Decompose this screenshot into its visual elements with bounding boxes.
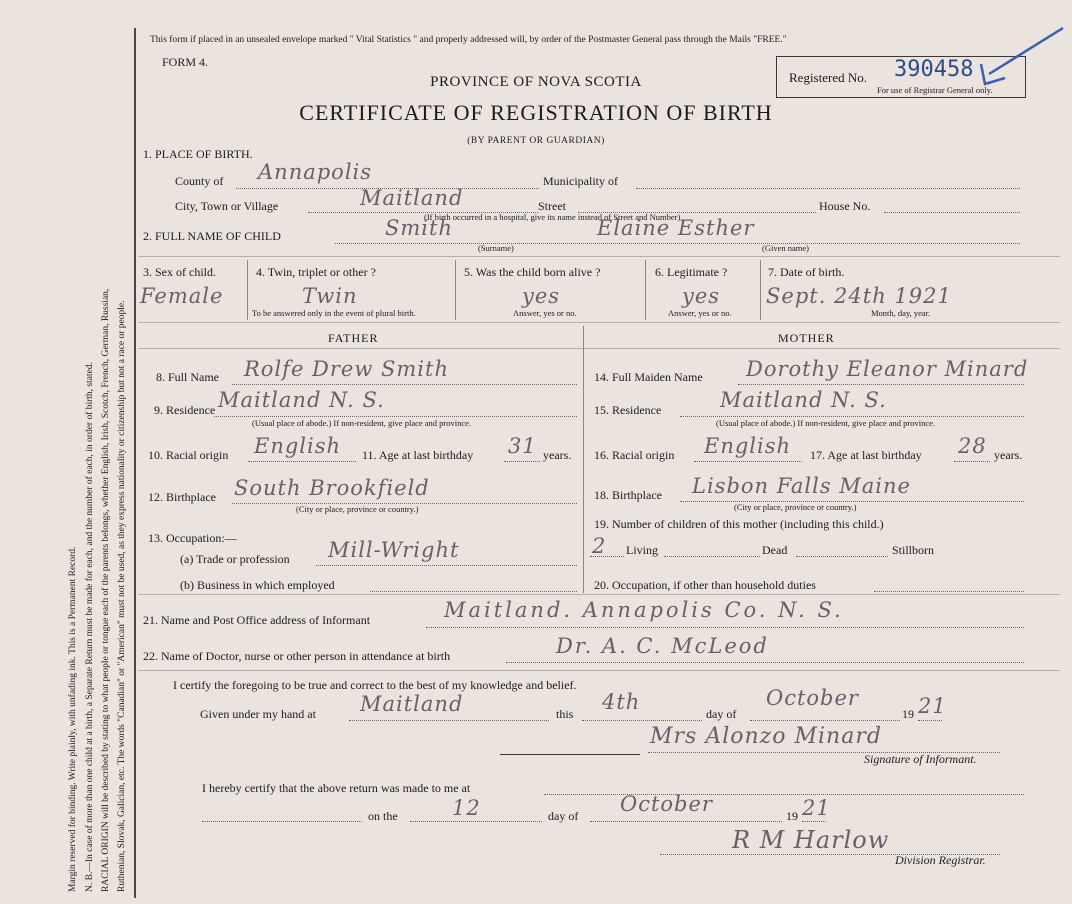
registrar-signature-label: Division Registrar. [895,853,986,867]
certify-statement: I certify the foregoing to be true and correct to the best of my knowledge and belief. [173,678,577,692]
row-rule [138,256,1060,257]
mother-years-label: years. [994,448,1023,462]
father-age-label: 11. Age at last birthday [362,448,474,462]
registrar-statement: I hereby certify that the above return was made to me at [202,781,471,795]
county-value: Annapolis [258,160,373,184]
living-label: Living [626,543,658,557]
birth-date-value: Sept. 24th 1921 [766,284,952,308]
stillborn-label: Stillborn [892,543,935,557]
dead-line [664,556,760,557]
informant-value: Maitland. Annapolis Co. N. S. [444,598,844,622]
mother-name-value: Dorothy Eleanor Minard [746,357,1029,381]
legitimate-value: yes [682,284,721,308]
mother-residence-note: (Usual place of abode.) If non-resident, give place and province. [716,418,936,428]
this-label: this [556,707,574,721]
twin-label: 4. Twin, triplet or other ? [256,265,376,279]
year-prefix: 19 [902,707,914,721]
mailing-notice: This form if placed in an unsealed envelope marked " Vital Statistics " and properly addressed will, by order of the Postmaster General pass through the Mails "FREE." [150,35,787,45]
father-birthplace-label: 12. Birthplace [148,490,216,504]
father-residence-line [214,416,577,417]
certify-year-value: 21 [918,694,947,718]
child-given-name: Elaine Esther [597,216,755,240]
mother-birthplace-label: 18. Birthplace [594,488,662,502]
mother-age-line [954,461,990,462]
stillborn-line [796,556,888,557]
city-label: City, Town or Village [175,199,279,213]
alive-value: yes [522,284,561,308]
registrar-day-of-label: day of [548,809,579,823]
registrar-year-prefix: 19 [786,809,798,823]
mother-birthplace-value: Lisbon Falls Maine [692,474,911,498]
living-count-value: 2 [592,534,607,558]
registrar-year-value: 21 [802,796,831,820]
margin-note-racial-origin: RACIAL ORIGIN will be described by stating to what people or tongue each of the parents belongs, whether English, Irish, Scotch, French, German, Russian, [101,288,111,892]
given-place-value: Maitland [360,692,464,716]
sex-value: Female [140,284,224,308]
twin-note: To be answered only in the event of plural birth. [252,308,416,318]
checkmark-icon [975,26,1065,90]
father-heading: FATHER [328,331,379,345]
certificate-title: CERTIFICATE OF REGISTRATION OF BIRTH [299,100,773,125]
house-label: House No. [819,199,871,213]
father-trade-value: Mill-Wright [328,538,460,562]
informant-signature: Mrs Alonzo Minard [650,724,882,749]
registration-note: For use of Registrar General only. [877,85,993,95]
divider [645,260,646,320]
doctor-label: 22. Name of Doctor, nurse or other person in attendance at birth [143,649,451,663]
birth-date-note: Month, day, year. [871,308,931,318]
father-trade-line [316,565,577,566]
surname-note: (Surname) [478,243,514,253]
on-the-label: on the [368,809,398,823]
father-birthplace-value: South Brookfield [234,476,430,500]
registration-label: Registered No. [789,70,867,85]
witness-line [500,754,640,755]
mother-residence-label: 15. Residence [594,403,662,417]
mother-age-label: 17. Age at last birthday [810,448,922,462]
father-race-value: English [254,434,342,458]
father-birthplace-note: (City or place, province or country.) [296,504,419,514]
father-trade-label: (a) Trade or profession [180,552,290,566]
municipality-line [636,188,1020,189]
row-rule [138,322,1060,323]
doctor-value: Dr. A. C. McLeod [556,634,769,658]
mother-occupation-label: 20. Occupation, if other than household duties [594,578,816,592]
father-age-line [504,461,540,462]
margin-note-multiple-births: N. B.—In case of more than one child at a birth, a Separate Return must be made for each, and the number of each, in order of birth, stated. [85,362,95,892]
informant-line [426,627,1024,628]
mother-residence-value: Maitland N. S. [720,388,887,412]
mother-race-label: 16. Racial origin [594,448,675,462]
legitimate-label: 6. Legitimate ? [655,265,728,279]
father-name-line [232,384,577,385]
alive-label: 5. Was the child born alive ? [464,265,601,279]
certify-day-value: 4th [602,690,641,714]
father-business-label: (b) Business in which employed [180,578,335,592]
father-age-value: 31 [508,434,537,458]
father-race-line [248,461,356,462]
twin-value: Twin [302,284,358,308]
given-place-line [349,720,549,721]
legitimate-note: Answer, yes or no. [668,308,732,318]
hospital-note: (If birth occurred in a hospital, give its name instead of Street and Number) [424,212,681,222]
father-race-label: 10. Racial origin [148,448,229,462]
registrar-place-line-2 [202,821,362,822]
father-name-label: 8. Full Name [156,370,219,384]
county-label: County of [175,174,224,188]
registrar-day-value: 12 [452,796,481,820]
dead-label: Dead [762,543,788,557]
mother-occupation-line [874,591,1024,592]
registrar-month-line [590,821,782,822]
alive-note: Answer, yes or no. [513,308,577,318]
certificate-subtitle: (BY PARENT OR GUARDIAN) [467,136,605,146]
father-residence-value: Maitland N. S. [218,388,385,412]
father-business-line [370,591,577,592]
father-occupation-label: 13. Occupation:— [148,531,237,545]
mother-race-value: English [704,434,792,458]
place-heading: 1. PLACE OF BIRTH. [143,147,253,161]
father-residence-note: (Usual place of abode.) If non-resident, give place and province. [252,418,472,428]
doctor-line [506,662,1024,663]
divider [760,260,761,320]
row-rule [138,594,1060,595]
day-of-label: day of [706,707,737,721]
mother-name-line [738,384,1024,385]
registrar-month-value: October [620,792,713,816]
mother-residence-line [680,416,1024,417]
living-line [590,556,624,557]
day-line [582,720,702,721]
given-under-label: Given under my hand at [200,707,316,721]
sex-label: 3. Sex of child. [143,265,216,279]
father-name-value: Rolfe Drew Smith [244,357,449,381]
registrar-signature: R M Harlow [732,826,890,854]
house-line [884,212,1020,213]
street-label: Street [538,199,566,213]
registration-number: 390458 [894,57,974,82]
father-residence-label: 9. Residence [154,403,216,417]
registrar-place-line [544,794,1024,795]
given-name-note: (Given name) [762,243,809,253]
child-name-label: 2. FULL NAME OF CHILD [143,229,281,243]
divider [247,260,248,320]
birth-date-label: 7. Date of birth. [768,265,845,279]
informant-label: 21. Name and Post Office address of Informant [143,613,371,627]
divider [455,260,456,320]
municipality-label: Municipality of [543,174,618,188]
city-value: Maitland [360,186,464,210]
certify-month-value: October [766,686,859,710]
margin-note-nationality: Ruthenian, Slovak, Galician, etc. The words "Canadian" or "American" must not be used, as they express nationality or citizenship but not a race or people. [117,300,127,892]
margin-note-binding: Margin reserved for binding. Write plainly, with unfading ink. This is a Permanent Record. [68,546,78,892]
province-heading: PROVINCE OF NOVA SCOTIA [430,74,642,90]
children-count-label: 19. Number of children of this mother (including this child.) [594,517,884,531]
row-rule [138,670,1060,671]
mother-race-line [694,461,802,462]
month-line [750,720,900,721]
parent-divider [583,326,584,593]
registrar-year-line [802,821,826,822]
year-line [918,720,942,721]
binding-rule [134,28,136,898]
father-years-label: years. [543,448,572,462]
informant-signature-label: Signature of Informant. [864,752,977,766]
registrar-day-line [410,821,542,822]
mother-heading: MOTHER [778,331,835,345]
child-surname: Smith [385,216,453,240]
mother-birthplace-note: (City or place, province or country.) [734,502,857,512]
child-name-line [335,243,1020,244]
form-number: FORM 4. [162,55,209,69]
mother-age-value: 28 [958,434,987,458]
row-rule [138,348,1060,349]
mother-name-label: 14. Full Maiden Name [594,370,703,384]
